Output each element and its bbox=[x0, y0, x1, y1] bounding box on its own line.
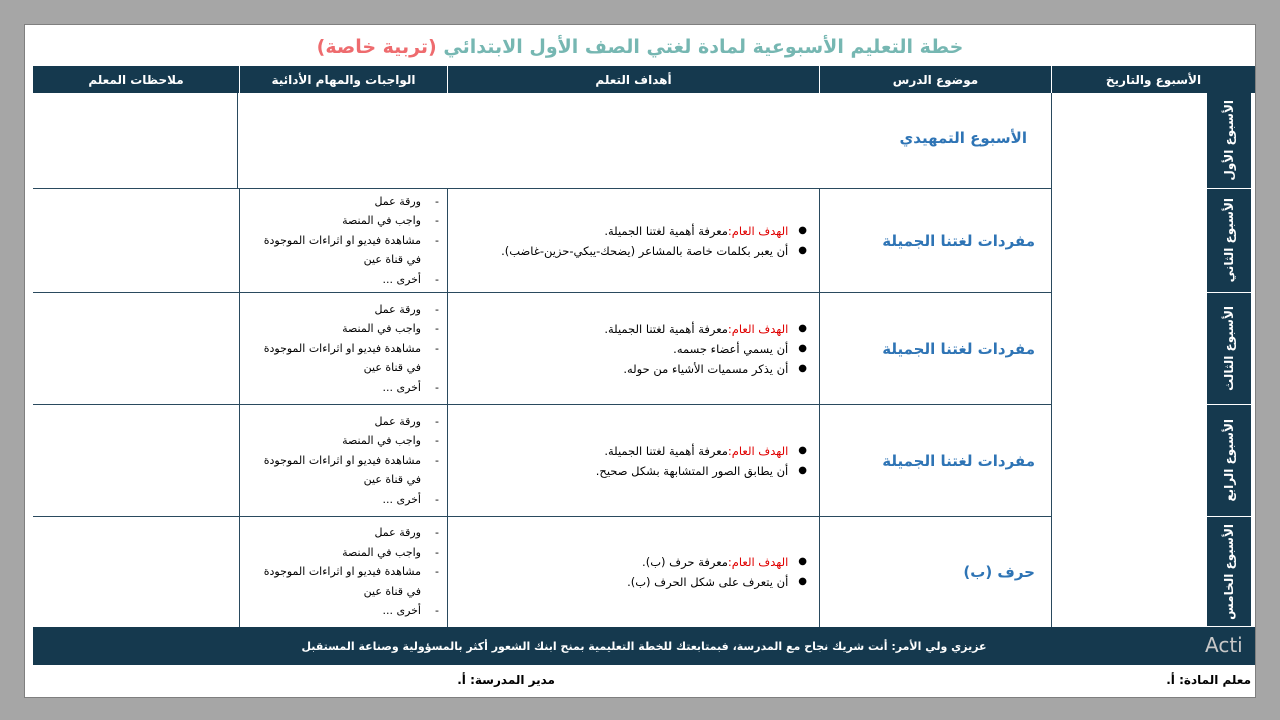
week-column bbox=[1051, 93, 1255, 627]
principal-signature: مدير المدرسة: أ. bbox=[457, 673, 555, 687]
row-topic: مفردات لغتنا الجميلة bbox=[819, 189, 1051, 292]
table-row bbox=[33, 189, 1051, 293]
row-tasks: - ورقة عمل - واجب في المنصة - مشاهدة فيديو او اثراءات الموجودة في قناة عين - أخرى ... bbox=[239, 405, 447, 516]
row-goals: ● الهدف العام:معرفة أهمية لغتنا الجميلة. ● أن يطابق الصور المتشابهة بشكل صحيح. bbox=[447, 405, 819, 516]
row-notes bbox=[33, 293, 239, 404]
row-notes bbox=[33, 517, 239, 627]
row-goals: ● الهدف العام:معرفة حرف (ب). ● أن يتعرف على شكل الحرف (ب). bbox=[447, 517, 819, 627]
week-label-1: الأسبوع الأول bbox=[1207, 93, 1251, 189]
row-tasks: - ورقة عمل - واجب في المنصة - مشاهدة فيديو او اثراءات الموجودة في قناة عين - أخرى ... bbox=[239, 517, 447, 627]
table-header bbox=[33, 66, 1255, 93]
teacher-signature: معلم المادة: أ. bbox=[1166, 673, 1251, 687]
week-label-3: الأسبوع الثالث bbox=[1207, 293, 1251, 405]
header-tasks: الواجبات والمهام الأدائية bbox=[239, 66, 447, 93]
table-row bbox=[33, 405, 1051, 517]
intro-week-label: الأسبوع التمهيدي bbox=[899, 129, 1027, 147]
page-title bbox=[25, 25, 1255, 65]
row-topic: مفردات لغتنا الجميلة bbox=[819, 293, 1051, 404]
parent-message: عزيزي ولي الأمر: أنت شريك نجاح مع المدرسة، فبمتابعتك للخطة التعليمية بمنح ابنك الشعور أكثر بالمسؤولية وصناعة المستقبل bbox=[33, 627, 1255, 665]
header-topic: موضوع الدرس bbox=[819, 66, 1051, 93]
week-label-2: الأسبوع الثاني bbox=[1207, 189, 1251, 293]
activation-watermark: Acti bbox=[1205, 633, 1243, 657]
header-week-date: الأسبوع والتاريخ bbox=[1051, 66, 1255, 93]
week-label-4: الأسبوع الرابع bbox=[1207, 405, 1251, 517]
week-label-5: الأسبوع الخامس bbox=[1207, 517, 1251, 627]
table-row bbox=[33, 293, 1051, 405]
header-goals: أهداف التعلم bbox=[447, 66, 819, 93]
title-main: خطة التعليم الأسبوعية لمادة لغتي الصف الأول الابتدائي bbox=[443, 36, 964, 58]
plan-table bbox=[33, 93, 1255, 627]
row-notes bbox=[33, 189, 239, 292]
row-tasks: - ورقة عمل - واجب في المنصة - مشاهدة فيديو او اثراءات الموجودة في قناة عين - أخرى ... bbox=[239, 189, 447, 292]
table-row bbox=[33, 517, 1051, 627]
row-topic: حرف (ب) bbox=[819, 517, 1051, 627]
signature-row bbox=[33, 665, 1255, 695]
plan-page bbox=[24, 24, 1256, 698]
header-notes: ملاحظات المعلم bbox=[88, 72, 184, 87]
title-sub: (تربية خاصة) bbox=[316, 36, 437, 58]
intro-week-row bbox=[33, 93, 1051, 189]
row-topic: مفردات لغتنا الجميلة bbox=[819, 405, 1051, 516]
row-tasks: - ورقة عمل - واجب في المنصة - مشاهدة فيديو او اثراءات الموجودة في قناة عين - أخرى ... bbox=[239, 293, 447, 404]
row-notes bbox=[33, 405, 239, 516]
row-goals: ● الهدف العام:معرفة أهمية لغتنا الجميلة. ● أن يعبر بكلمات خاصة بالمشاعر (يضحك-يبكي-حزين-غاضب). bbox=[447, 189, 819, 292]
row-goals: ● الهدف العام:معرفة أهمية لغتنا الجميلة. ● أن يسمي أعضاء جسمه. ● أن يذكر مسميات الأشياء من حوله. bbox=[447, 293, 819, 404]
